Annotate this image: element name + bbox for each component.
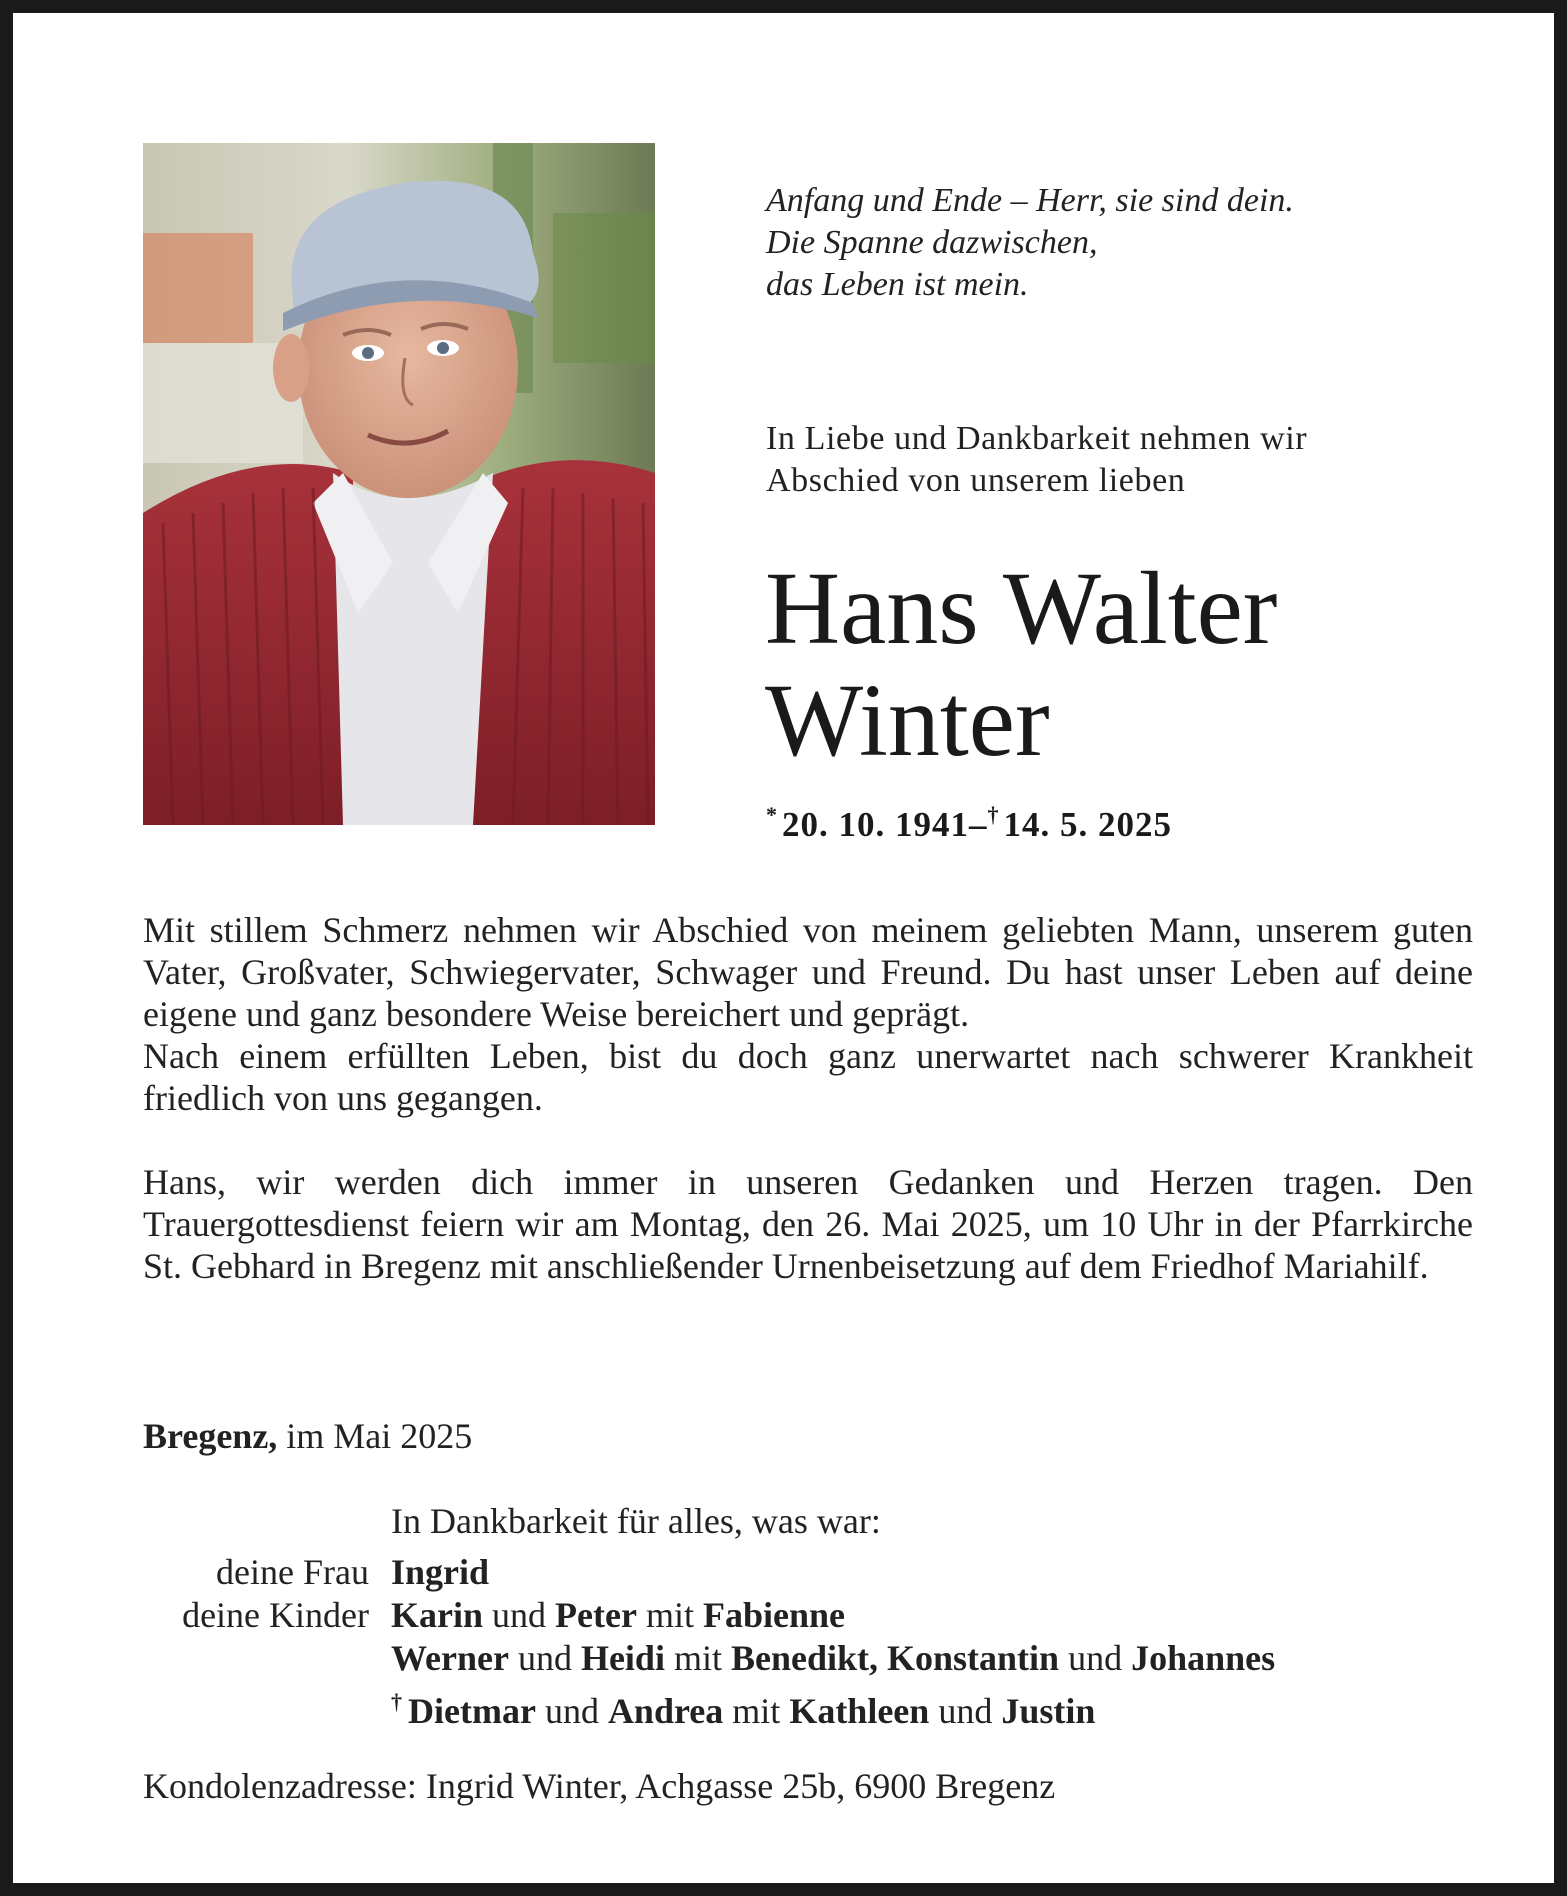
family-name: Dietmar — [408, 1691, 536, 1731]
date-dash: – — [969, 805, 988, 844]
life-dates — [766, 793, 1172, 847]
portrait-illustration — [143, 143, 655, 825]
condolence-address: Kondolenzadresse: Ingrid Winter, Achgasse 25b, 6900 Bregenz — [143, 1766, 1056, 1806]
obituary-body — [143, 909, 1473, 1287]
family-connector: mit — [673, 1638, 722, 1678]
family-connector: und — [492, 1595, 547, 1635]
family-list — [143, 1551, 1275, 1733]
name-line-first: Hans Walter — [765, 551, 1278, 666]
family-name: Kathleen — [789, 1691, 930, 1731]
death-cross-icon: † — [987, 802, 1000, 827]
family-name: Andrea — [607, 1691, 724, 1731]
death-date: 14. 5. 2025 — [1003, 805, 1172, 844]
family-connector: und — [1068, 1638, 1123, 1678]
name-line-last: Winter — [765, 663, 1050, 778]
deceased-name — [765, 553, 1277, 777]
place-date-text: im Mai 2025 — [286, 1416, 473, 1456]
quote-verse — [766, 180, 1294, 306]
portrait-photo — [143, 143, 655, 825]
paragraph-2: Nach einem erfüllten Leben, bist du doch ganz unerwartet nach schwerer Krankheit friedlich von uns gegangen. — [143, 1036, 1473, 1118]
family-name: Justin — [1001, 1691, 1096, 1731]
family-row-children-1 — [143, 1594, 1275, 1637]
wife-label: deine Frau — [216, 1552, 369, 1592]
family-name: Fabienne — [702, 1595, 845, 1635]
intro-text — [766, 418, 1307, 502]
quote-line: Die Spanne dazwischen, — [766, 224, 1098, 261]
family-row-wife — [143, 1551, 1275, 1594]
place-date — [143, 1415, 472, 1457]
family-name: Werner — [391, 1638, 509, 1678]
quote-line: Anfang und Ende – Herr, sie sind dein. — [766, 182, 1294, 219]
family-row-children-3 — [143, 1680, 1275, 1733]
quote-line: das Leben ist mein. — [766, 266, 1029, 303]
paragraph-1: Mit stillem Schmerz nehmen wir Abschied von meinem geliebten Mann, unserem guten Vater, Großvater, Schwiegervater, Schwager und Freund. Du hast unser Leben auf deine eigene und ganz besondere Weise bereichert und geprägt. — [143, 910, 1473, 1034]
wife-name: Ingrid — [391, 1552, 490, 1592]
family-name: Karin — [391, 1595, 484, 1635]
family-name: Johannes — [1131, 1638, 1276, 1678]
family-connector: und — [544, 1691, 599, 1731]
thanks-line: In Dankbarkeit für alles, was war: — [391, 1501, 881, 1541]
family-connector: und — [517, 1638, 572, 1678]
family-connector: mit — [645, 1595, 694, 1635]
family-connector: und — [938, 1691, 993, 1731]
intro-line: In Liebe und Dankbarkeit nehmen wir — [766, 420, 1308, 457]
family-connector: mit — [732, 1691, 781, 1731]
family-name: Benedikt, Konstantin — [730, 1638, 1060, 1678]
family-name: Peter — [555, 1595, 637, 1635]
place-city: Bregenz, — [143, 1416, 278, 1456]
paragraph-3: Hans, wir werden dich immer in unseren Gedanken und Herzen tragen. Den Trauergottesdienst feiern wir am Montag, den 26. Mai 2025, um 10 Uhr in der Pfarrkirche St. Gebhard in Bregenz mit anschließender Urnenbeisetzung auf dem Friedhof Mariahilf. — [143, 1162, 1473, 1286]
cross-icon: † — [391, 1689, 402, 1714]
family-row-children-2 — [143, 1637, 1275, 1680]
children-label: deine Kinder — [182, 1595, 369, 1635]
birth-date: 20. 10. 1941 — [782, 805, 969, 844]
birth-star-icon: * — [766, 802, 778, 827]
family-name: Heidi — [580, 1638, 665, 1678]
intro-line: Abschied von unserem lieben — [766, 462, 1186, 499]
